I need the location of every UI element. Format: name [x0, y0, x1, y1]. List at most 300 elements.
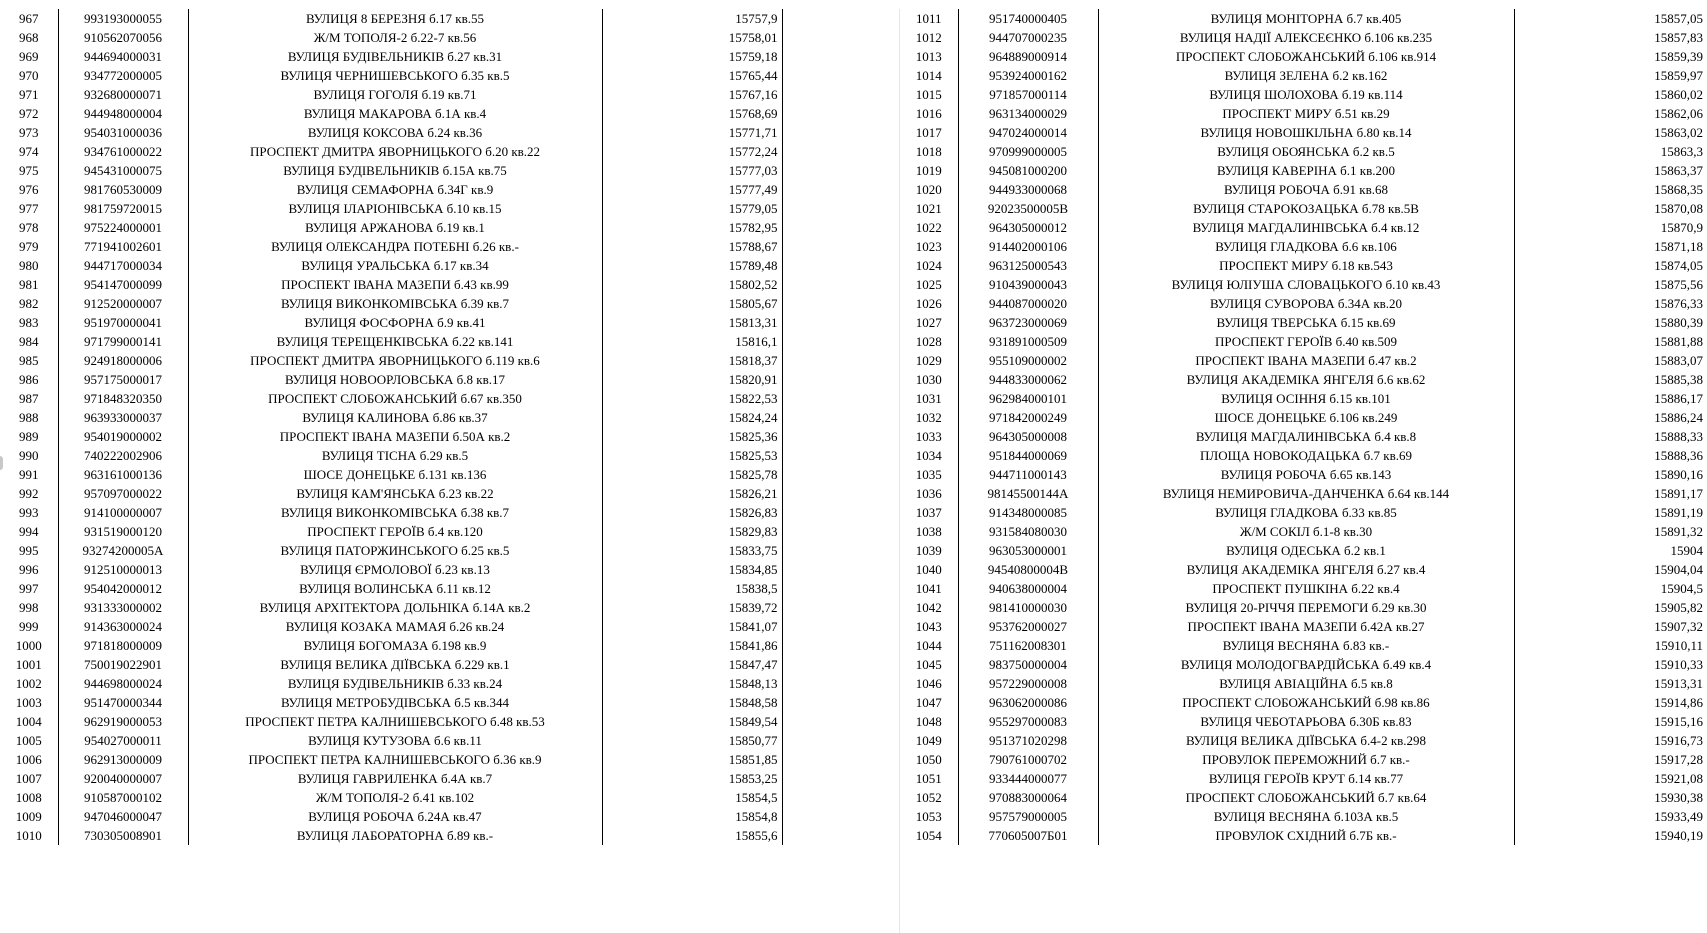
address-cell: ВУЛИЦЯ ТВЕРСЬКА б.15 кв.69: [1098, 313, 1514, 332]
amount-cell: 15904: [1670, 543, 1703, 558]
amount-cell: 15880,39: [1654, 315, 1703, 330]
spacer-cell: [782, 731, 860, 750]
amount-cell: 15826,21: [602, 484, 782, 503]
table-row: [900, 598, 1707, 617]
address-cell: ВУЛИЦЯ РОБОЧА б.65 кв.143: [1098, 465, 1514, 484]
table-row: [0, 332, 860, 351]
amount-cell: 15891,32: [1654, 524, 1703, 539]
amount-cell: 15863,37: [1654, 163, 1703, 178]
amount-cell: 15839,72: [602, 598, 782, 617]
amount-cell: 15777,03: [602, 161, 782, 180]
table-row: [900, 370, 1707, 389]
address-cell: ВУЛИЦЯ АРЖАНОВА б.19 кв.1: [188, 218, 602, 237]
table-row: [900, 332, 1707, 351]
table-row: [0, 199, 860, 218]
spacer-cell: [782, 788, 860, 807]
amount-cell: 15757,9: [602, 9, 782, 28]
amount-cell: 15759,18: [602, 47, 782, 66]
address-cell: ВУЛИЦЯ БУДІВЕЛЬНИКІВ б.33 кв.24: [188, 674, 602, 693]
amount-cell: 15875,56: [1654, 277, 1703, 292]
account-number-cell: 98145500144А: [958, 484, 1098, 503]
row-number-cell: 982: [0, 294, 58, 313]
account-number-cell: 945431000075: [58, 161, 188, 180]
amount-cell: 15940,19: [1654, 828, 1703, 843]
table-row: [0, 446, 860, 465]
account-number-cell: 951470000344: [58, 693, 188, 712]
address-cell: ВУЛИЦЯ ЮЛІУША СЛОВАЦЬКОГО б.10 кв.43: [1098, 275, 1514, 294]
address-cell: ВУЛИЦЯ РОБОЧА б.91 кв.68: [1098, 180, 1514, 199]
amount-cell: 15853,25: [602, 769, 782, 788]
address-cell: ПЛОЩА НОВОКОДАЦЬКА б.7 кв.69: [1098, 446, 1514, 465]
table-row: [0, 275, 860, 294]
amount-cell: 15857,05: [1654, 11, 1703, 26]
address-cell: ПРОВУЛОК ПЕРЕМОЖНИЙ б.7 кв.-: [1098, 750, 1514, 769]
amount-cell: 15768,69: [602, 104, 782, 123]
account-number-cell: 962913000009: [58, 750, 188, 769]
spacer-cell: [782, 275, 860, 294]
table-row: [900, 750, 1707, 769]
address-cell: ВУЛИЦЯ МЕТРОБУДІВСЬКА б.5 кв.344: [188, 693, 602, 712]
amount-cell: 15933,49: [1654, 809, 1703, 824]
table-row: [900, 446, 1707, 465]
table-row: [0, 522, 860, 541]
amount-cell: 15854,5: [602, 788, 782, 807]
table-row: [900, 28, 1707, 47]
amount-cell: 15850,77: [602, 731, 782, 750]
row-number-cell: 994: [0, 522, 58, 541]
table-row: [900, 389, 1707, 408]
row-number-cell: 975: [0, 161, 58, 180]
address-cell: ВУЛИЦЯ ЛАБОРАТОРНА б.89 кв.-: [188, 826, 602, 845]
spacer-cell: [782, 123, 860, 142]
account-number-cell: 934772000005: [58, 66, 188, 85]
table-row: [900, 636, 1707, 655]
account-number-cell: 910439000043: [958, 275, 1098, 294]
address-cell: Ж/М СОКІЛ б.1-8 кв.30: [1098, 522, 1514, 541]
account-number-cell: 770605007Б01: [958, 826, 1098, 845]
row-number-cell: 995: [0, 541, 58, 560]
table-row: [900, 218, 1707, 237]
amount-cell: 15782,95: [602, 218, 782, 237]
row-number-cell: 1047: [900, 693, 958, 712]
amount-cell: 15816,1: [602, 332, 782, 351]
account-number-cell: 981759720015: [58, 199, 188, 218]
table-row: [900, 313, 1707, 332]
amount-cell: 15890,16: [1654, 467, 1703, 482]
amount-cell: 15859,39: [1654, 49, 1703, 64]
address-cell: ПРОСПЕКТ МИРУ б.18 кв.543: [1098, 256, 1514, 275]
address-cell: ШОСЕ ДОНЕЦЬКЕ б.131 кв.136: [188, 465, 602, 484]
account-number-cell: 957175000017: [58, 370, 188, 389]
table-row: [0, 636, 860, 655]
table-left: [0, 9, 860, 845]
address-cell: ШОСЕ ДОНЕЦЬКЕ б.106 кв.249: [1098, 408, 1514, 427]
address-cell: ВУЛИЦЯ ТІСНА б.29 кв.5: [188, 446, 602, 465]
account-number-cell: 954027000011: [58, 731, 188, 750]
address-cell: ПРОСПЕКТ ІВАНА МАЗЕПИ б.43 кв.99: [188, 275, 602, 294]
address-cell: ВУЛИЦЯ ВИКОНКОМІВСЬКА б.38 кв.7: [188, 503, 602, 522]
amount-cell: 15777,49: [602, 180, 782, 199]
table-row: [900, 180, 1707, 199]
account-number-cell: 944711000143: [958, 465, 1098, 484]
amount-cell: 15881,88: [1654, 334, 1703, 349]
address-cell: ВУЛИЦЯ БОГОМАЗА б.198 кв.9: [188, 636, 602, 655]
amount-cell: 15930,38: [1654, 790, 1703, 805]
spacer-cell: [782, 693, 860, 712]
table-row: [900, 294, 1707, 313]
address-cell: ВУЛИЦЯ СЕМАФОРНА б.34Г кв.9: [188, 180, 602, 199]
table-row: [0, 85, 860, 104]
amount-cell: 15888,36: [1654, 448, 1703, 463]
table-row: [0, 484, 860, 503]
row-number-cell: 1002: [0, 674, 58, 693]
address-cell: ПРОСПЕКТ ДМИТРА ЯВОРНИЦЬКОГО б.20 кв.22: [188, 142, 602, 161]
account-number-cell: 914363000024: [58, 617, 188, 636]
row-number-cell: 1024: [900, 256, 958, 275]
row-number-cell: 1034: [900, 446, 958, 465]
amount-cell: 15779,05: [602, 199, 782, 218]
table-row: [900, 427, 1707, 446]
row-number-cell: 974: [0, 142, 58, 161]
row-number-cell: 1019: [900, 161, 958, 180]
spacer-cell: [782, 256, 860, 275]
row-number-cell: 1042: [900, 598, 958, 617]
table-row: [0, 465, 860, 484]
spacer-cell: [782, 826, 860, 845]
account-number-cell: 944698000024: [58, 674, 188, 693]
amount-cell: 15862,06: [1654, 106, 1703, 121]
table-row: [0, 826, 860, 845]
spacer-cell: [782, 579, 860, 598]
account-number-cell: 914100000007: [58, 503, 188, 522]
table-row: [0, 313, 860, 332]
table-row: [900, 807, 1707, 826]
row-number-cell: 1035: [900, 465, 958, 484]
spacer-cell: [782, 294, 860, 313]
table-row: [900, 199, 1707, 218]
row-number-cell: 1048: [900, 712, 958, 731]
spacer-cell: [782, 712, 860, 731]
table-row: [900, 9, 1707, 28]
row-number-cell: 1021: [900, 199, 958, 218]
account-number-cell: 962984000101: [958, 389, 1098, 408]
address-cell: ВУЛИЦЯ ПАТОРЖИНСЬКОГО б.25 кв.5: [188, 541, 602, 560]
row-number-cell: 1011: [900, 9, 958, 28]
table-row: [900, 617, 1707, 636]
table-row: [0, 237, 860, 256]
table-row: [900, 579, 1707, 598]
row-number-cell: 970: [0, 66, 58, 85]
address-cell: ВУЛИЦЯ СТАРОКОЗАЦЬКА б.78 кв.5В: [1098, 199, 1514, 218]
spacer-cell: [782, 47, 860, 66]
account-number-cell: 914402000106: [958, 237, 1098, 256]
address-cell: ВУЛИЦЯ ВЕЛИКА ДІЇВСЬКА б.4-2 кв.298: [1098, 731, 1514, 750]
row-number-cell: 984: [0, 332, 58, 351]
row-number-cell: 1014: [900, 66, 958, 85]
row-number-cell: 1022: [900, 218, 958, 237]
amount-cell: 15824,24: [602, 408, 782, 427]
table-row: [0, 370, 860, 389]
row-number-cell: 1032: [900, 408, 958, 427]
row-number-cell: 980: [0, 256, 58, 275]
table-left-body: [0, 9, 860, 845]
amount-cell: 15915,16: [1654, 714, 1703, 729]
table-row: [0, 66, 860, 85]
account-number-cell: 964889000914: [958, 47, 1098, 66]
account-number-cell: 931584080030: [958, 522, 1098, 541]
row-number-cell: 986: [0, 370, 58, 389]
address-cell: ВУЛИЦЯ ТЕРЕЩЕНКІВСЬКА б.22 кв.141: [188, 332, 602, 351]
amount-cell: 15870,9: [1660, 220, 1703, 235]
spacer-cell: [782, 237, 860, 256]
table-row: [900, 769, 1707, 788]
table-row: [0, 427, 860, 446]
address-cell: ПРОСПЕКТ ПЕТРА КАЛНИШЕВСЬКОГО б.48 кв.53: [188, 712, 602, 731]
row-number-cell: 973: [0, 123, 58, 142]
account-number-cell: 750019022901: [58, 655, 188, 674]
amount-cell: 15849,54: [602, 712, 782, 731]
address-cell: ВУЛИЦЯ КАЛИНОВА б.86 кв.37: [188, 408, 602, 427]
row-number-cell: 1033: [900, 427, 958, 446]
amount-cell: 15829,83: [602, 522, 782, 541]
spacer-cell: [782, 427, 860, 446]
row-number-cell: 987: [0, 389, 58, 408]
table-row: [0, 503, 860, 522]
account-number-cell: 953924000162: [958, 66, 1098, 85]
table-row: [0, 807, 860, 826]
table-row: [0, 256, 860, 275]
amount-cell: 15758,01: [602, 28, 782, 47]
account-number-cell: 951740000405: [958, 9, 1098, 28]
account-number-cell: 963062000086: [958, 693, 1098, 712]
table-row: [0, 294, 860, 313]
table-row: [0, 123, 860, 142]
address-cell: ПРОСПЕКТ МИРУ б.51 кв.29: [1098, 104, 1514, 123]
address-cell: ПРОСПЕКТ СЛОБОЖАНСЬКИЙ б.98 кв.86: [1098, 693, 1514, 712]
address-cell: ВУЛИЦЯ ІЛАРІОНІВСЬКА б.10 кв.15: [188, 199, 602, 218]
row-number-cell: 978: [0, 218, 58, 237]
account-number-cell: 730305008901: [58, 826, 188, 845]
row-number-cell: 992: [0, 484, 58, 503]
table-row: [0, 655, 860, 674]
amount-cell: 15841,86: [602, 636, 782, 655]
table-row: [0, 28, 860, 47]
row-number-cell: 1017: [900, 123, 958, 142]
address-cell: ВУЛИЦЯ СУВОРОВА б.34А кв.20: [1098, 294, 1514, 313]
row-number-cell: 1036: [900, 484, 958, 503]
account-number-cell: 920040000007: [58, 769, 188, 788]
spacer-cell: [782, 85, 860, 104]
row-number-cell: 1041: [900, 579, 958, 598]
account-number-cell: 910562070056: [58, 28, 188, 47]
account-number-cell: 963125000543: [958, 256, 1098, 275]
amount-cell: 15802,52: [602, 275, 782, 294]
table-row: [0, 142, 860, 161]
table-row: [0, 674, 860, 693]
row-number-cell: 1052: [900, 788, 958, 807]
row-number-cell: 993: [0, 503, 58, 522]
amount-cell: 15910,11: [1654, 638, 1703, 653]
account-number-cell: 944948000004: [58, 104, 188, 123]
address-cell: ВУЛИЦЯ КОКСОВА б.24 кв.36: [188, 123, 602, 142]
amount-cell: 15825,36: [602, 427, 782, 446]
table-row: [0, 218, 860, 237]
table-row: [900, 674, 1707, 693]
account-number-cell: 910587000102: [58, 788, 188, 807]
amount-cell: 15765,44: [602, 66, 782, 85]
amount-cell: 15904,04: [1654, 562, 1703, 577]
table-row: [0, 598, 860, 617]
account-number-cell: 931891000509: [958, 332, 1098, 351]
address-cell: ПРОВУЛОК СХІДНИЙ б.7Б кв.-: [1098, 826, 1514, 845]
address-cell: ВУЛИЦЯ ВОЛИНСЬКА б.11 кв.12: [188, 579, 602, 598]
account-number-cell: 944694000031: [58, 47, 188, 66]
address-cell: ВУЛИЦЯ ОЛЕКСАНДРА ПОТЕБНІ б.26 кв.-: [188, 237, 602, 256]
account-number-cell: 971842000249: [958, 408, 1098, 427]
address-cell: ВУЛИЦЯ БУДІВЕЛЬНИКІВ б.15А кв.75: [188, 161, 602, 180]
row-number-cell: 1008: [0, 788, 58, 807]
amount-cell: 15891,19: [1654, 505, 1703, 520]
address-cell: ПРОСПЕКТ ПЕТРА КАЛНИШЕВСЬКОГО б.36 кв.9: [188, 750, 602, 769]
table-row: [900, 104, 1707, 123]
address-cell: ПРОСПЕКТ ПУШКІНА б.22 кв.4: [1098, 579, 1514, 598]
row-number-cell: 1038: [900, 522, 958, 541]
amount-cell: 15851,85: [602, 750, 782, 769]
amount-cell: 15907,32: [1654, 619, 1703, 634]
amount-cell: 15848,13: [602, 674, 782, 693]
account-number-cell: 751162008301: [958, 636, 1098, 655]
account-number-cell: 92023500005В: [958, 199, 1098, 218]
amount-cell: 15822,53: [602, 389, 782, 408]
address-cell: ВУЛИЦЯ НОВООРЛОВСЬКА б.8 кв.17: [188, 370, 602, 389]
amount-cell: 15813,31: [602, 313, 782, 332]
address-cell: ВУЛИЦЯ ОБОЯНСЬКА б.2 кв.5: [1098, 142, 1514, 161]
amount-cell: 15870,08: [1654, 201, 1703, 216]
spacer-cell: [782, 598, 860, 617]
address-cell: ВУЛИЦЯ ЧЕБОТАРЬОВА б.30Б кв.83: [1098, 712, 1514, 731]
table-row: [0, 731, 860, 750]
account-number-cell: 912520000007: [58, 294, 188, 313]
address-cell: ВУЛИЦЯ МАГДАЛИНІВСЬКА б.4 кв.12: [1098, 218, 1514, 237]
row-number-cell: 991: [0, 465, 58, 484]
amount-cell: 15825,78: [602, 465, 782, 484]
row-number-cell: 1051: [900, 769, 958, 788]
table-row: [0, 788, 860, 807]
row-number-cell: 967: [0, 9, 58, 28]
account-number-cell: 957229000008: [958, 674, 1098, 693]
address-cell: ВУЛИЦЯ НАДІЇ АЛЕКСЕЄНКО б.106 кв.235: [1098, 28, 1514, 47]
amount-cell: 15876,33: [1654, 296, 1703, 311]
amount-cell: 15805,67: [602, 294, 782, 313]
address-cell: ВУЛИЦЯ ЧЕРНИШЕВСЬКОГО б.35 кв.5: [188, 66, 602, 85]
amount-cell: 15916,73: [1654, 733, 1703, 748]
table-row: [900, 123, 1707, 142]
table-row: [900, 85, 1707, 104]
spacer-cell: [782, 636, 860, 655]
amount-cell: 15767,16: [602, 85, 782, 104]
address-cell: ВУЛИЦЯ ЄРМОЛОВОЇ б.23 кв.13: [188, 560, 602, 579]
account-number-cell: 962919000053: [58, 712, 188, 731]
table-row: [900, 66, 1707, 85]
account-number-cell: 914348000085: [958, 503, 1098, 522]
amount-cell: 15772,24: [602, 142, 782, 161]
address-cell: ВУЛИЦЯ ВЕСНЯНА б.83 кв.-: [1098, 636, 1514, 655]
address-cell: ВУЛИЦЯ ЗЕЛЕНА б.2 кв.162: [1098, 66, 1514, 85]
account-number-cell: 964305000008: [958, 427, 1098, 446]
account-number-cell: 944707000235: [958, 28, 1098, 47]
table-row: [900, 655, 1707, 674]
table-row: [0, 161, 860, 180]
address-cell: ПРОСПЕКТ ДМИТРА ЯВОРНИЦЬКОГО б.119 кв.6: [188, 351, 602, 370]
account-number-cell: 931333000002: [58, 598, 188, 617]
amount-cell: 15788,67: [602, 237, 782, 256]
table-row: [0, 579, 860, 598]
account-number-cell: 912510000013: [58, 560, 188, 579]
row-number-cell: 1006: [0, 750, 58, 769]
amount-cell: 15825,53: [602, 446, 782, 465]
table-row: [900, 256, 1707, 275]
address-cell: ВУЛИЦЯ 20-РІЧЧЯ ПЕРЕМОГИ б.29 кв.30: [1098, 598, 1514, 617]
spacer-cell: [782, 446, 860, 465]
amount-cell: 15863,3: [1660, 144, 1703, 159]
account-number-cell: 957097000022: [58, 484, 188, 503]
amount-cell: 15859,97: [1654, 68, 1703, 83]
spacer-cell: [782, 617, 860, 636]
spacer-cell: [782, 408, 860, 427]
account-number-cell: 954019000002: [58, 427, 188, 446]
address-cell: ВУЛИЦЯ ВЕЛИКА ДІЇВСЬКА б.229 кв.1: [188, 655, 602, 674]
spacer-cell: [782, 332, 860, 351]
table-row: [900, 560, 1707, 579]
address-cell: ВУЛИЦЯ МАКАРОВА б.1А кв.4: [188, 104, 602, 123]
row-number-cell: 981: [0, 275, 58, 294]
account-number-cell: 790761000702: [958, 750, 1098, 769]
table-row: [0, 693, 860, 712]
address-cell: ПРОСПЕКТ ІВАНА МАЗЕПИ б.50А кв.2: [188, 427, 602, 446]
row-number-cell: 979: [0, 237, 58, 256]
account-number-cell: 964305000012: [958, 218, 1098, 237]
row-number-cell: 1039: [900, 541, 958, 560]
spacer-cell: [782, 465, 860, 484]
row-number-cell: 1037: [900, 503, 958, 522]
account-number-cell: 963161000136: [58, 465, 188, 484]
row-number-cell: 1023: [900, 237, 958, 256]
row-number-cell: 1050: [900, 750, 958, 769]
row-number-cell: 1025: [900, 275, 958, 294]
table-row: [900, 788, 1707, 807]
amount-cell: 15886,24: [1654, 410, 1703, 425]
spacer-cell: [782, 522, 860, 541]
address-cell: ВУЛИЦЯ РОБОЧА б.24А кв.47: [188, 807, 602, 826]
account-number-cell: 971857000114: [958, 85, 1098, 104]
account-number-cell: 951970000041: [58, 313, 188, 332]
account-number-cell: 954042000012: [58, 579, 188, 598]
row-number-cell: 1053: [900, 807, 958, 826]
spacer-cell: [782, 560, 860, 579]
spacer-cell: [782, 750, 860, 769]
amount-cell: 15871,18: [1654, 239, 1703, 254]
address-cell: ВУЛИЦЯ КАМ'ЯНСЬКА б.23 кв.22: [188, 484, 602, 503]
address-cell: ВУЛИЦЯ МОНІТОРНА б.7 кв.405: [1098, 9, 1514, 28]
address-cell: ВУЛИЦЯ ОСІННЯ б.15 кв.101: [1098, 389, 1514, 408]
spacer-cell: [782, 351, 860, 370]
address-cell: ПРОСПЕКТ СЛОБОЖАНСЬКИЙ б.106 кв.914: [1098, 47, 1514, 66]
spacer-cell: [782, 484, 860, 503]
row-number-cell: 1020: [900, 180, 958, 199]
account-number-cell: 947046000047: [58, 807, 188, 826]
account-number-cell: 931519000120: [58, 522, 188, 541]
row-number-cell: 1005: [0, 731, 58, 750]
